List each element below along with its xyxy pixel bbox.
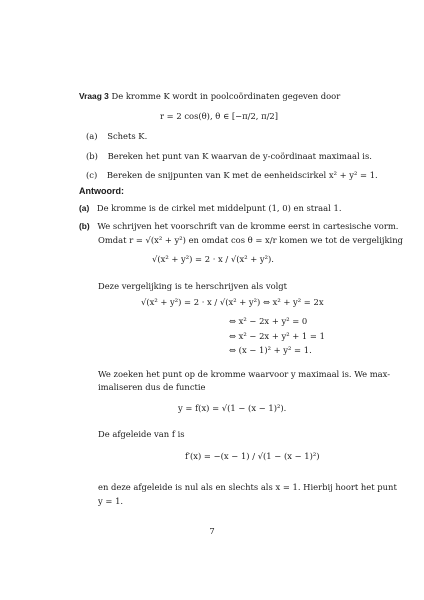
answer-b-text3b: imaliseren dus de functie — [98, 382, 206, 392]
answer-b-text5b: y = 1. — [98, 496, 124, 506]
question-equation: r = 2 cos(θ), θ ∈ [−π/2, π/2] — [160, 111, 279, 121]
derivation-line-1: √(x² + y²) = 2 · x / √(x² + y²) ⇔ x² + y² = 2x — [141, 297, 324, 307]
equation-function: y = f(x) = √(1 − (x − 1)²). — [178, 403, 287, 413]
question-part-a — [86, 131, 147, 142]
answer-part-b-line1 — [79, 221, 398, 232]
part-marker: (b) — [86, 151, 98, 161]
part-marker: (a) — [79, 203, 90, 213]
part-text: Schets K. — [107, 131, 148, 141]
question-intro-line — [79, 91, 340, 102]
answer-b-line2: Omdat r = √(x² + y²) en omdat cos θ = x/r komen we tot de vergelijking — [98, 235, 403, 245]
answer-b-text4: De afgeleide van f is — [98, 429, 185, 439]
answer-part-a — [79, 203, 342, 214]
question-label: Vraag 3 — [79, 91, 109, 101]
part-marker: (c) — [86, 170, 98, 180]
part-text: We schrijven het voorschrift van de kromme eerst in cartesische vorm. — [97, 221, 399, 231]
part-marker: (b) — [79, 221, 90, 231]
equation-1: √(x² + y²) = 2 · x / √(x² + y²). — [152, 254, 274, 264]
derivation-line-2: ⇔ x² − 2x + y² = 0 — [229, 316, 308, 326]
derivation-line-4: ⇔ (x − 1)² + y² = 1. — [229, 345, 312, 355]
answer-b-text5a: en deze afgeleide is nul als en slechts als x = 1. Hierbij hoort het punt — [98, 482, 397, 492]
equation-derivative: f′(x) = −(x − 1) / √(1 − (x − 1)²) — [185, 451, 320, 461]
answer-b-text2: Deze vergelijking is te herschrijven als volgt — [98, 281, 288, 291]
part-marker: (a) — [86, 131, 98, 141]
part-text: Bereken het punt van K waarvan de y-coördinaat maximaal is. — [107, 151, 372, 161]
question-part-b — [86, 151, 372, 162]
answer-heading: Antwoord: — [79, 186, 124, 196]
derivation-line-3: ⇔ x² − 2x + y² + 1 = 1 — [229, 331, 325, 341]
part-text: De kromme is de cirkel met middelpunt (1, 0) en straal 1. — [96, 203, 342, 213]
part-text: Bereken de snijpunten van K met de eenheidscirkel x² + y² = 1. — [106, 170, 378, 180]
question-intro: De kromme K wordt in poolcoördinaten gegeven door — [111, 91, 341, 101]
page-number: 7 — [209, 526, 215, 536]
answer-b-text3a: We zoeken het punt op de kromme waarvoor y maximaal is. We max- — [98, 369, 391, 379]
question-part-c — [86, 170, 378, 181]
